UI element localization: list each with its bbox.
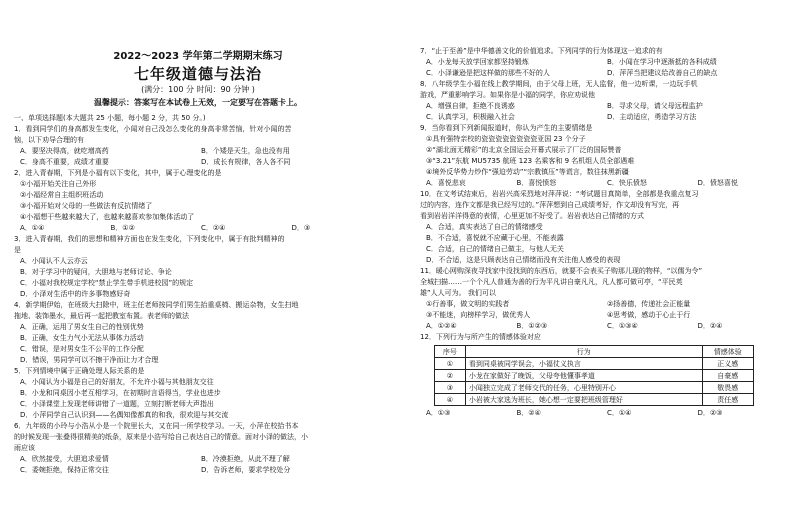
option: B．个矮是天生，急也没有用 xyxy=(201,147,290,155)
question-stem: 的时候发现一张叠得很精美的纸条，原来是小浩写给自己表达自己的情意。面对小泽的做法，小 xyxy=(14,433,308,441)
exam-header xyxy=(14,50,382,109)
table-cell: 小岩被大家选为班长，她心想一定要把班级管理好 xyxy=(465,394,702,406)
question-stem: 1．看到同学们的身高都发生变化，小闻对自己没怎么变化的身高非常苦恼，针对小闻的苦 xyxy=(14,125,292,133)
option: D．小萍同学自己认识到——名偶知像都真的和我，很欢迎与其交流 xyxy=(20,411,229,419)
option: C．小泽课堂上发现老师讲错了一道题，立刻打断老师大声指出 xyxy=(20,400,214,408)
score-time-line: (满分：100 分 时间：90 分钟 ) xyxy=(141,85,255,94)
option: A．①③ xyxy=(426,409,451,417)
option: D．错误，男同学可以不擦干净而让力才合理 xyxy=(20,356,159,364)
question-stem: 看到岩岩洋洋得意的表情，心里更加不好受了。岩岩表达自己情绪的方式 xyxy=(420,212,644,220)
option: C．认真学习，积极融入社会 xyxy=(426,113,515,121)
option: B．②④ xyxy=(516,409,541,417)
left-column xyxy=(14,0,382,476)
options-row xyxy=(420,57,788,79)
option: ③不能迷，向榜样学习，做优秀人 xyxy=(426,311,531,319)
table-cell: 小闻独立完成了老师交代的任务，心里特别开心 xyxy=(465,382,702,394)
options-row xyxy=(420,408,788,419)
option: D．成长有规律，各人各不同 xyxy=(201,158,291,166)
options-row xyxy=(420,101,788,123)
statement-item: ③“3.21”东航 MU5735 航班 123 名乘客和 9 名机组人员全部遇难 xyxy=(426,157,635,165)
option: A．小闻认为小福是自己的好朋友，不允许小福与其他朋友交往 xyxy=(20,378,214,386)
exam-subject-title: 七年级道德与法治 xyxy=(133,65,262,83)
option: ④思考做，感动于心止于行 xyxy=(607,311,691,319)
option: D．②③ xyxy=(697,409,723,417)
section-heading: 一、单项选择题(本大题共 25 小题，每小题 2 分，共 50 分。) xyxy=(14,114,206,122)
right-column xyxy=(420,0,788,419)
statement-item: ④小福想干些越来越大了，也越来越喜欢参加集体活动了 xyxy=(20,213,195,221)
option: A．欣然接受，大胆追求爱情 xyxy=(20,455,109,463)
option: A．①②④ xyxy=(426,322,457,330)
table-row xyxy=(435,358,754,370)
question-stem: 12．下列行为与所产生的情感体验对应 xyxy=(420,333,541,341)
option: D．③ xyxy=(291,224,311,232)
behavior-emotion-table xyxy=(434,345,754,406)
question-stem: 拖地、装饰墨水，最后再一起把教室布置。表老师的做法 xyxy=(14,312,189,320)
option: D．主动适应，勇造学习方法 xyxy=(607,113,697,121)
option: B．小龙和同桌因小老互相学习，在初期时言语得当，学业也进步 xyxy=(20,389,221,397)
option: D．小泽对生活中的许多事物感好奇 xyxy=(20,290,131,298)
left-questions xyxy=(14,124,382,476)
option: A．要坚决得高，就吃增高药 xyxy=(20,147,109,155)
options-row xyxy=(420,299,788,321)
options-row xyxy=(420,321,788,332)
table-row xyxy=(435,394,754,406)
question-stem: 恼，以下劝导合理的有 xyxy=(14,136,84,144)
statement-item: ②小福经常自主组织班活动 xyxy=(20,191,104,199)
option: D．②④ xyxy=(697,322,723,330)
option: B．喜悦愤怒 xyxy=(516,179,557,187)
option: C．错误，是对男女生不公平的工作分配 xyxy=(20,345,144,353)
options-row xyxy=(14,223,382,234)
question-stem: 2．进入青春期，下列是小福有以下变化，其中，属于心理变化的是 xyxy=(14,169,222,177)
column-header: 情感体验 xyxy=(702,346,753,358)
table-cell: ④ xyxy=(435,394,466,406)
question-stem: 10．在文考试结束后，岩岩兴高采烈地对萍萍说：“考试题目真简单，全部都是我重点复习 xyxy=(420,190,699,198)
option: A．正确，运用了男女生自己的性别优势 xyxy=(20,323,144,331)
option: A．小闻认不人云亦云 xyxy=(20,257,88,265)
table-cell: ③ xyxy=(435,382,466,394)
table-cell: 敬畏感 xyxy=(702,382,753,394)
option: C．小福对我校规定学校“禁止学生带手机进校园”的规定 xyxy=(20,279,194,287)
option: B．对于学习中的疑问，大胆地与老师讨论、争论 xyxy=(20,268,172,276)
statement-item: ①具有强特亲校的瓷瓷瓷瓷瓷瓷瓷瓷亚国 23 个分子 xyxy=(426,135,586,143)
option: B．不合适，喜悦就不应藏于心里，不能表露 xyxy=(426,234,564,242)
option: ②扬善德，传递社会正能量 xyxy=(607,300,691,308)
options-row xyxy=(14,146,382,168)
option: C．小泽谦逊是把这样做的那些不好的人 xyxy=(426,69,550,77)
question-stem: 是 xyxy=(14,246,21,254)
option: B．寻求父母，请父母远程监护 xyxy=(607,102,703,110)
exam-term-title: 2022～2023 学年第二学期期末练习 xyxy=(113,51,283,62)
table-header-row xyxy=(435,346,754,358)
question-stem: 游戏，严重影响学习。如果你是小福的同学，你应劝说他 xyxy=(420,91,595,99)
options-row xyxy=(14,454,382,476)
option: D．告诉老师，要求学校处分 xyxy=(201,466,291,474)
statement-item: ②“湖北面无精彩”的北京全国运会开幕式展示了厂泛的国际赞普 xyxy=(426,146,622,154)
option: B．正确，女生力气小无法从事体力活动 xyxy=(20,334,144,342)
option: C．合适，自己的情绪自己做主，与他人无关 xyxy=(426,245,564,253)
option: C．快乐愤怒 xyxy=(607,179,647,187)
option: D．萍萍当把建议给改善自己的缺点 xyxy=(607,69,718,77)
column-header: 序号 xyxy=(435,346,466,358)
column-header: 行为 xyxy=(465,346,702,358)
option: C．②④ xyxy=(201,224,226,232)
statement-item: ③小福开始对父母的一些做法有反抗情绪了 xyxy=(20,202,153,210)
question-stem: 5．下列情境中属于正确处理人际关系的是 xyxy=(14,367,145,375)
right-questions xyxy=(420,46,788,419)
option: A．合适，真实表达了自己的情绪感受 xyxy=(426,223,543,231)
option: D．愤怒喜悦 xyxy=(697,179,738,187)
statement-item: ④境外反华势力炒作“强迫劳动”“宗教镇压”等谎言，数往抹黑新疆 xyxy=(426,168,629,176)
table-cell: 小龙在家做好了晚饭，父母夸他懂事孝道 xyxy=(465,370,702,382)
table-cell: 看到同桌被同学误会，小福仗义执言 xyxy=(465,358,702,370)
question-stem: 全城扫描……一个个凡人普通为善的行为平凡讲自豪凡凡，凡人都可做可亭，“平民英 xyxy=(420,278,683,286)
question-stem: 3．进入青春期，我们的思想和精神方面也在发生变化，下列变化中，属于有批判精神的 xyxy=(14,235,285,243)
question-stem: 9．当你看到下列新闻报道时，你认为产生的主要情绪是 xyxy=(420,124,593,132)
table-cell: 正义感 xyxy=(702,358,753,370)
question-stem: 7．“止于至善”是中华德善文化的价值追求。下列同学的行为体现这一追求的有 xyxy=(420,47,663,55)
table-cell: 责任感 xyxy=(702,394,753,406)
options-row xyxy=(420,178,788,189)
option: C．①④ xyxy=(607,409,632,417)
option: C．①③④ xyxy=(607,322,638,330)
question-stem: 8．八年级学生小福在线上教学期间，由于父母上班，无人监督，他一边听课，一边玩手机 xyxy=(420,80,698,88)
top-spacer xyxy=(420,0,788,46)
option: D．不合适，这是只顾表达自己情绪而没有关注他人感受的表现 xyxy=(426,256,621,264)
warning-notice: 温馨提示：答案写在本试卷上无效，一定要写在答题卡上。 xyxy=(94,98,302,107)
question-stem: 11．暖心网购深夜寻找家中没找到的东西后，就要不会表买子购那儿现的物样，“以儒为令” xyxy=(420,267,703,275)
question-stem: 雨应该 xyxy=(14,444,35,452)
option: B．①② xyxy=(110,224,135,232)
option: A．喜悦悲哀 xyxy=(426,179,466,187)
option: A．小龙每天放学回家都坚持锻炼 xyxy=(426,58,529,66)
statement-item: ①小福开始关注自己外形 xyxy=(20,180,97,188)
question-stem: 4．新学期伊始，在班级大扫除中，班主任老师按同学们男生抬重桌椅、搬运杂物，女生扫地 xyxy=(14,301,299,309)
option: A．增强自律，拒绝不良诱惑 xyxy=(426,102,515,110)
option: ①行善事，做文明的实践者 xyxy=(426,300,510,308)
option: B．①②③ xyxy=(516,322,548,330)
question-stem: 过的内容，连作文都是我已经写过的。”萍萍想到自己成绩考好，作文却没有写完，再 xyxy=(420,201,680,209)
option: C．身高不重要，成绩才重要 xyxy=(20,158,109,166)
table-cell: ② xyxy=(435,370,466,382)
table-row xyxy=(435,382,754,394)
table-cell: ① xyxy=(435,358,466,370)
question-stem: 雄”人人可为。 我们可以 xyxy=(420,289,496,297)
question-stem: 6．九年级的小玲与小浩从小是一个院里长大，又在同一所学校学习。一天，小萍在校拾书本 xyxy=(14,422,299,430)
table-cell: 自豪感 xyxy=(702,370,753,382)
option: B．冷漠拒绝，从此不理了解 xyxy=(201,455,290,463)
option: A．①④ xyxy=(20,224,45,232)
table-row xyxy=(435,370,754,382)
option: C．委婉拒绝，保持正常交往 xyxy=(20,466,109,474)
option: B．小闻在学习中逐渐抵的各科成绩 xyxy=(607,58,717,66)
